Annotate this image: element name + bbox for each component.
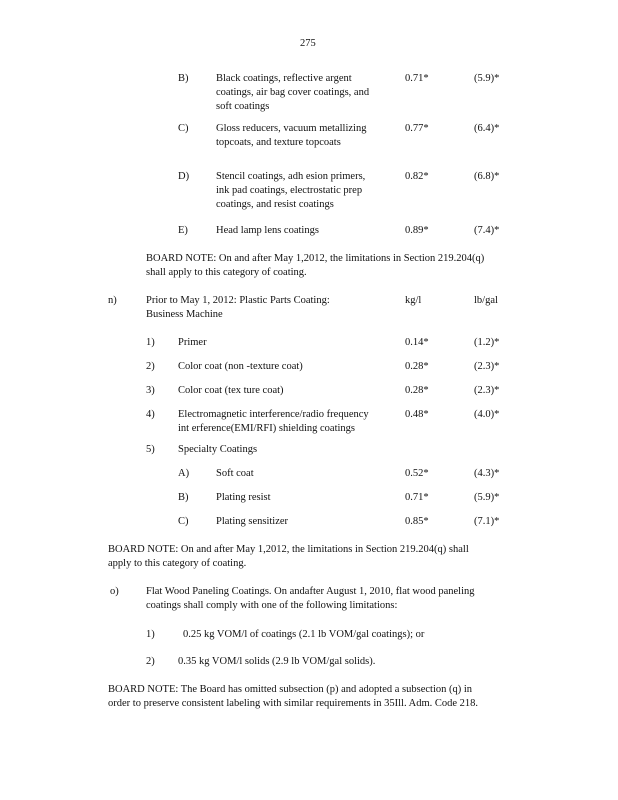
board-note-line: BOARD NOTE: The Board has omitted subsection (p) and adopted a subsection (q) in bbox=[108, 684, 473, 695]
item-label: B) bbox=[178, 73, 189, 84]
item-text-line: topcoats, and texture topcoats bbox=[216, 137, 341, 148]
lb-value: (6.8)* bbox=[474, 171, 500, 182]
kg-value: 0.71* bbox=[405, 73, 429, 84]
item-label: 2) bbox=[146, 656, 155, 667]
lb-value: (2.3)* bbox=[474, 361, 500, 372]
kg-value: 0.52* bbox=[405, 468, 429, 479]
page-number: 275 bbox=[300, 38, 316, 49]
kg-value: 0.48* bbox=[405, 409, 429, 420]
section-text-line: coatings shall comply with one of the following limitations: bbox=[146, 600, 398, 611]
board-note-line: BOARD NOTE: On and after May 1,2012, the limitations in Section 219.204(q) bbox=[146, 253, 485, 264]
item-text-line: Primer bbox=[178, 337, 207, 348]
item-text: 0.25 kg VOM/l of coatings (2.1 lb VOM/gal coatings); or bbox=[183, 629, 425, 640]
kg-value: 0.28* bbox=[405, 361, 429, 372]
sub-item-text: Plating sensitizer bbox=[216, 516, 289, 527]
sub-item-label: B) bbox=[178, 492, 189, 503]
item-text-line: coatings, and resist coatings bbox=[216, 199, 334, 210]
sub-item-label: A) bbox=[178, 468, 190, 479]
item-label: 5) bbox=[146, 444, 155, 455]
unit-lb-header: lb/gal bbox=[474, 295, 498, 306]
sub-item-label: C) bbox=[178, 516, 189, 527]
item-label: C) bbox=[178, 123, 189, 134]
lb-value: (7.4)* bbox=[474, 225, 500, 236]
lb-value: (1.2)* bbox=[474, 337, 500, 348]
lb-value: (2.3)* bbox=[474, 385, 500, 396]
lb-value: (4.0)* bbox=[474, 409, 500, 420]
lb-value: (4.3)* bbox=[474, 468, 500, 479]
item-text-line: Gloss reducers, vacuum metallizing bbox=[216, 123, 367, 134]
item-label: 1) bbox=[146, 629, 155, 640]
lb-value: (5.9)* bbox=[474, 73, 500, 84]
kg-value: 0.14* bbox=[405, 337, 429, 348]
item-text-line: ink pad coatings, electrostatic prep bbox=[216, 185, 363, 196]
item-label: 3) bbox=[146, 385, 155, 396]
item-label: D) bbox=[178, 171, 190, 182]
kg-value: 0.89* bbox=[405, 225, 429, 236]
lb-value: (7.1)* bbox=[474, 516, 500, 527]
item-label: 1) bbox=[146, 337, 155, 348]
kg-value: 0.71* bbox=[405, 492, 429, 503]
item-text-line: coatings, air bag cover coatings, and bbox=[216, 87, 370, 98]
item-text-line: Head lamp lens coatings bbox=[216, 225, 319, 236]
item-label: E) bbox=[178, 225, 188, 236]
lb-value: (5.9)* bbox=[474, 492, 500, 503]
sub-item-text: Plating resist bbox=[216, 492, 271, 503]
item-text-line: Specialty Coatings bbox=[178, 444, 258, 455]
section-label: n) bbox=[108, 295, 117, 306]
item-label: 4) bbox=[146, 409, 155, 420]
kg-value: 0.77* bbox=[405, 123, 429, 134]
item-text-line: Color coat (tex ture coat) bbox=[178, 385, 284, 396]
section-label: o) bbox=[110, 586, 119, 597]
item-label: 2) bbox=[146, 361, 155, 372]
board-note-line: shall apply to this category of coating. bbox=[146, 267, 307, 278]
board-note-line: apply to this category of coating. bbox=[108, 558, 247, 569]
board-note-line: order to preserve consistent labeling with similar requirements in 35Ill. Adm. Code 218. bbox=[108, 698, 479, 709]
lb-value: (6.4)* bbox=[474, 123, 500, 134]
section-text-line: Flat Wood Paneling Coatings. On andafter August 1, 2010, flat wood paneling bbox=[146, 586, 475, 597]
section-heading-line: Business Machine bbox=[146, 309, 223, 320]
item-text-line: Stencil coatings, adh esion primers, bbox=[216, 171, 366, 182]
section-heading-line: Prior to May 1, 2012: Plastic Parts Coating: bbox=[146, 295, 330, 306]
board-note-line: BOARD NOTE: On and after May 1,2012, the limitations in Section 219.204(q) shall bbox=[108, 544, 469, 555]
item-text-line: Black coatings, reflective argent bbox=[216, 73, 352, 84]
item-text: 0.35 kg VOM/l solids (2.9 lb VOM/gal solids). bbox=[178, 656, 376, 667]
item-text-line: Electromagnetic interference/radio frequency bbox=[178, 409, 369, 420]
kg-value: 0.28* bbox=[405, 385, 429, 396]
kg-value: 0.85* bbox=[405, 516, 429, 527]
item-text-line: soft coatings bbox=[216, 101, 270, 112]
sub-item-text: Soft coat bbox=[216, 468, 254, 479]
item-text-line: int erference(EMI/RFI) shielding coatings bbox=[178, 423, 355, 434]
kg-value: 0.82* bbox=[405, 171, 429, 182]
item-text-line: Color coat (non -texture coat) bbox=[178, 361, 303, 372]
unit-kg-header: kg/l bbox=[405, 295, 422, 306]
